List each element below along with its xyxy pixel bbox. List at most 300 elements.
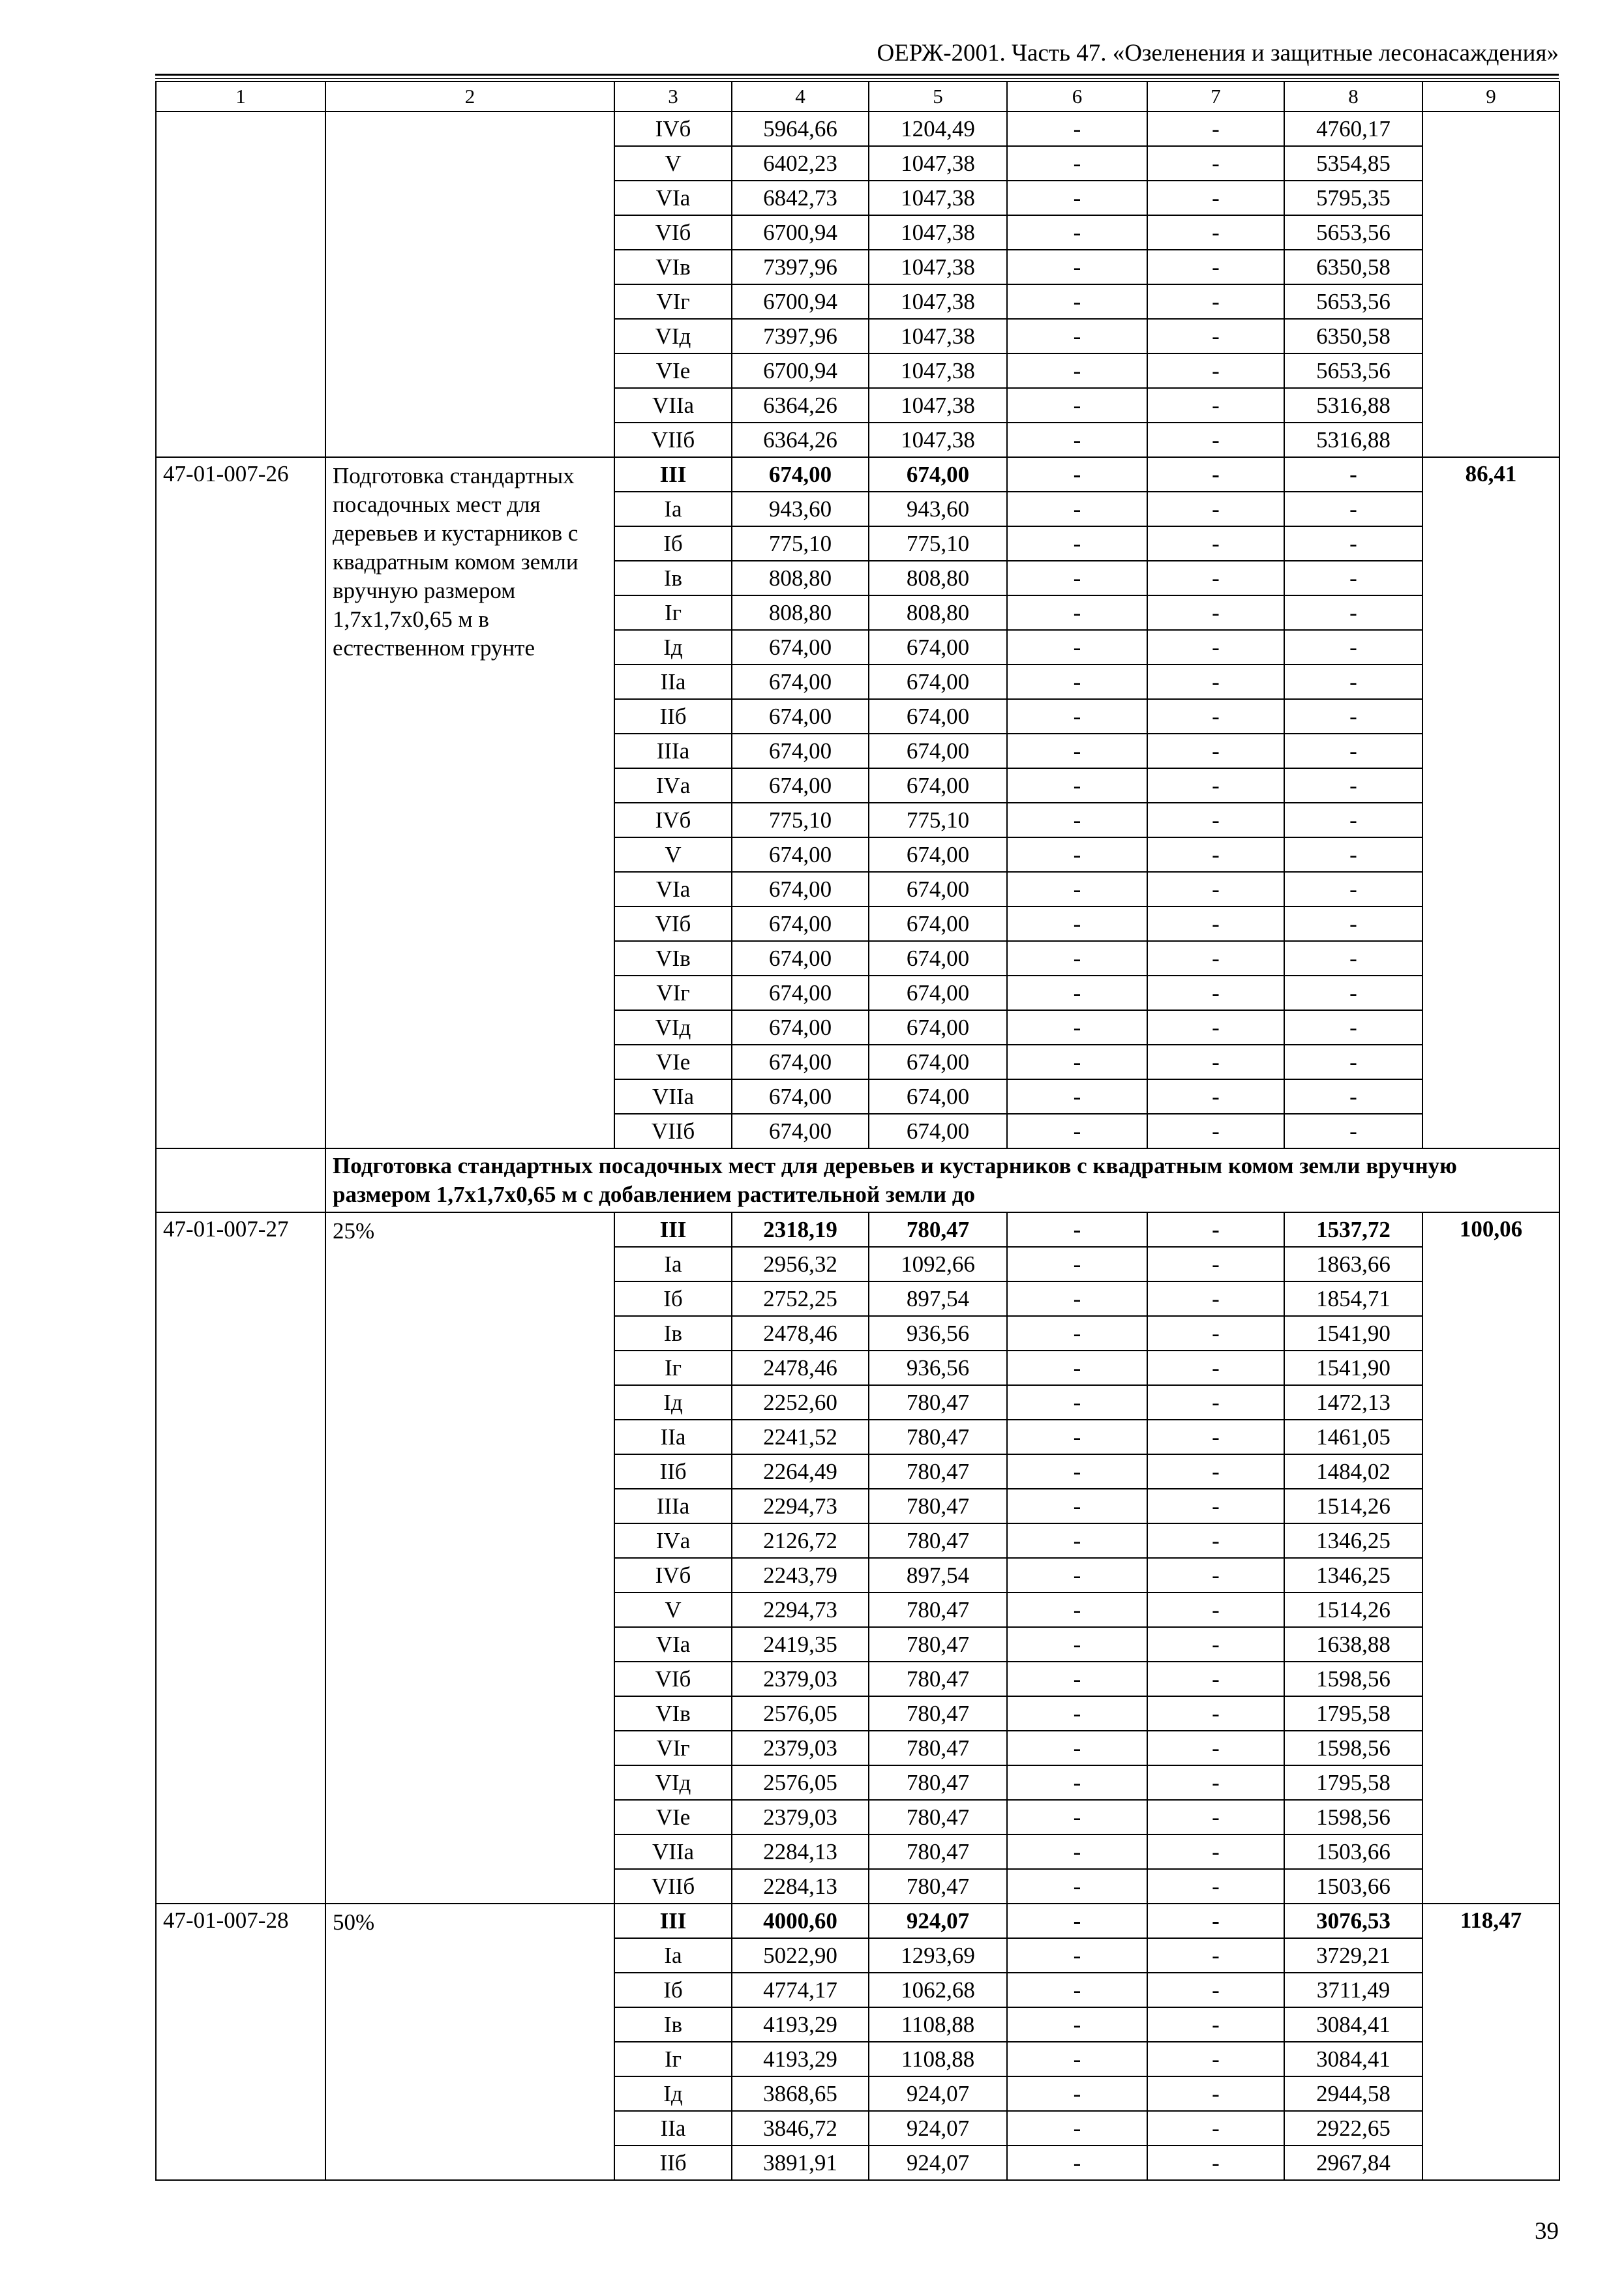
direct-costs: 2379,03 [732, 1800, 869, 1834]
operator-wages: - [1147, 146, 1284, 181]
materials: - [1284, 976, 1422, 1010]
region-zone: III [614, 457, 732, 492]
direct-costs: 5022,90 [732, 1938, 869, 1973]
region-zone: IVб [614, 1558, 732, 1593]
region-zone: Iб [614, 1973, 732, 2007]
operator-wages: - [1147, 1938, 1284, 1973]
materials: 5653,56 [1284, 215, 1422, 250]
direct-costs: 674,00 [732, 734, 869, 768]
operator-wages: - [1147, 215, 1284, 250]
machine-operation: - [1007, 976, 1147, 1010]
region-zone: IVа [614, 1523, 732, 1558]
operator-wages: - [1147, 1765, 1284, 1800]
labor-wages: 924,07 [869, 2146, 1007, 2180]
materials: 3076,53 [1284, 1904, 1422, 1938]
machine-operation: - [1007, 319, 1147, 353]
materials: 1514,26 [1284, 1489, 1422, 1523]
operator-wages: - [1147, 2042, 1284, 2076]
operator-wages: - [1147, 1212, 1284, 1247]
direct-costs: 2478,46 [732, 1351, 869, 1385]
labor-total: 86,41 [1422, 457, 1559, 1148]
machine-operation: - [1007, 181, 1147, 215]
labor-wages: 1047,38 [869, 215, 1007, 250]
operator-wages: - [1147, 1696, 1284, 1731]
operator-wages: - [1147, 1385, 1284, 1420]
labor-wages: 775,10 [869, 526, 1007, 561]
operator-wages: - [1147, 941, 1284, 976]
operator-wages: - [1147, 1593, 1284, 1627]
labor-wages: 1062,68 [869, 1973, 1007, 2007]
machine-operation: - [1007, 872, 1147, 906]
region-zone: Iг [614, 595, 732, 630]
column-number: 7 [1147, 82, 1284, 112]
page-header: ОЕРЖ-2001. Часть 47. «Озеленения и защитные лесонасаждения» [877, 40, 1559, 67]
direct-costs: 674,00 [732, 630, 869, 665]
operator-wages: - [1147, 1973, 1284, 2007]
region-zone: Iв [614, 561, 732, 595]
region-zone: IVб [614, 803, 732, 837]
labor-wages: 1047,38 [869, 181, 1007, 215]
labor-wages: 780,47 [869, 1662, 1007, 1696]
materials: - [1284, 1114, 1422, 1148]
labor-wages: 1047,38 [869, 250, 1007, 284]
direct-costs: 674,00 [732, 1079, 869, 1114]
rates-table [155, 81, 1560, 2181]
region-zone: Iа [614, 1247, 732, 1281]
region-zone: IIIа [614, 734, 732, 768]
materials: 3729,21 [1284, 1938, 1422, 1973]
materials: 1795,58 [1284, 1696, 1422, 1731]
region-zone: V [614, 837, 732, 872]
labor-wages: 674,00 [869, 457, 1007, 492]
direct-costs: 808,80 [732, 561, 869, 595]
machine-operation: - [1007, 1696, 1147, 1731]
labor-wages: 780,47 [869, 1834, 1007, 1869]
materials: - [1284, 1010, 1422, 1045]
machine-operation: - [1007, 768, 1147, 803]
materials: 3084,41 [1284, 2007, 1422, 2042]
labor-wages: 780,47 [869, 1627, 1007, 1662]
region-zone: Iа [614, 492, 732, 526]
region-zone: Iг [614, 1351, 732, 1385]
materials: 1598,56 [1284, 1731, 1422, 1765]
machine-operation: - [1007, 561, 1147, 595]
machine-operation: - [1007, 1904, 1147, 1938]
item-code: 47-01-007-26 [156, 457, 325, 1148]
region-zone: V [614, 146, 732, 181]
materials: 1514,26 [1284, 1593, 1422, 1627]
operator-wages: - [1147, 630, 1284, 665]
item-name: 25% [325, 1212, 614, 1904]
direct-costs: 674,00 [732, 837, 869, 872]
operator-wages: - [1147, 595, 1284, 630]
machine-operation: - [1007, 112, 1147, 146]
materials: 6350,58 [1284, 319, 1422, 353]
materials: - [1284, 803, 1422, 837]
direct-costs: 7397,96 [732, 319, 869, 353]
labor-wages: 1108,88 [869, 2007, 1007, 2042]
labor-wages: 780,47 [869, 1454, 1007, 1489]
operator-wages: - [1147, 1045, 1284, 1079]
operator-wages: - [1147, 526, 1284, 561]
operator-wages: - [1147, 976, 1284, 1010]
operator-wages: - [1147, 1420, 1284, 1454]
labor-wages: 674,00 [869, 872, 1007, 906]
direct-costs: 5964,66 [732, 112, 869, 146]
direct-costs: 2379,03 [732, 1662, 869, 1696]
labor-wages: 674,00 [869, 1079, 1007, 1114]
region-zone: VIб [614, 215, 732, 250]
machine-operation: - [1007, 1627, 1147, 1662]
materials: - [1284, 595, 1422, 630]
operator-wages: - [1147, 1523, 1284, 1558]
direct-costs: 674,00 [732, 457, 869, 492]
operator-wages: - [1147, 1316, 1284, 1351]
labor-wages: 924,07 [869, 2111, 1007, 2146]
region-zone: IVа [614, 768, 732, 803]
column-number: 3 [614, 82, 732, 112]
machine-operation: - [1007, 388, 1147, 423]
machine-operation: - [1007, 1114, 1147, 1148]
machine-operation: - [1007, 665, 1147, 699]
operator-wages: - [1147, 319, 1284, 353]
machine-operation: - [1007, 2076, 1147, 2111]
materials: - [1284, 457, 1422, 492]
item-code: 47-01-007-28 [156, 1904, 325, 2180]
operator-wages: - [1147, 2007, 1284, 2042]
labor-wages: 780,47 [869, 1420, 1007, 1454]
machine-operation: - [1007, 1420, 1147, 1454]
machine-operation: - [1007, 595, 1147, 630]
machine-operation: - [1007, 1973, 1147, 2007]
operator-wages: - [1147, 112, 1284, 146]
machine-operation: - [1007, 941, 1147, 976]
machine-operation: - [1007, 1938, 1147, 1973]
labor-wages: 780,47 [869, 1212, 1007, 1247]
region-zone: VIв [614, 1696, 732, 1731]
machine-operation: - [1007, 1281, 1147, 1316]
operator-wages: - [1147, 1010, 1284, 1045]
direct-costs: 6700,94 [732, 284, 869, 319]
machine-operation: - [1007, 215, 1147, 250]
column-number-row [156, 82, 1559, 112]
operator-wages: - [1147, 906, 1284, 941]
machine-operation: - [1007, 1454, 1147, 1489]
labor-wages: 1047,38 [869, 319, 1007, 353]
operator-wages: - [1147, 181, 1284, 215]
region-zone: IIб [614, 2146, 732, 2180]
labor-wages: 674,00 [869, 734, 1007, 768]
region-zone: Iв [614, 2007, 732, 2042]
labor-wages: 674,00 [869, 699, 1007, 734]
direct-costs: 674,00 [732, 872, 869, 906]
labor-wages: 897,54 [869, 1281, 1007, 1316]
materials: - [1284, 734, 1422, 768]
direct-costs: 3891,91 [732, 2146, 869, 2180]
labor-wages: 808,80 [869, 595, 1007, 630]
page-number: 39 [1535, 2218, 1559, 2245]
operator-wages: - [1147, 837, 1284, 872]
machine-operation: - [1007, 1869, 1147, 1904]
machine-operation: - [1007, 803, 1147, 837]
machine-operation: - [1007, 1731, 1147, 1765]
region-zone: IIб [614, 699, 732, 734]
materials: - [1284, 665, 1422, 699]
direct-costs: 2284,13 [732, 1869, 869, 1904]
labor-wages: 780,47 [869, 1593, 1007, 1627]
table-row [156, 1212, 1559, 1247]
labor-wages: 674,00 [869, 941, 1007, 976]
region-zone: IVб [614, 112, 732, 146]
direct-costs: 4193,29 [732, 2042, 869, 2076]
labor-wages: 775,10 [869, 803, 1007, 837]
materials: 3084,41 [1284, 2042, 1422, 2076]
materials: 2944,58 [1284, 2076, 1422, 2111]
column-number: 2 [325, 82, 614, 112]
direct-costs: 6364,26 [732, 388, 869, 423]
region-zone: III [614, 1212, 732, 1247]
region-zone: VIв [614, 250, 732, 284]
materials: - [1284, 630, 1422, 665]
labor-wages: 780,47 [869, 1800, 1007, 1834]
materials: - [1284, 526, 1422, 561]
operator-wages: - [1147, 1454, 1284, 1489]
column-number: 4 [732, 82, 869, 112]
direct-costs: 674,00 [732, 976, 869, 1010]
operator-wages: - [1147, 1800, 1284, 1834]
labor-wages: 897,54 [869, 1558, 1007, 1593]
labor-wages: 936,56 [869, 1316, 1007, 1351]
region-zone: VIIб [614, 423, 732, 457]
region-zone: VIIб [614, 1869, 732, 1904]
operator-wages: - [1147, 1079, 1284, 1114]
column-number: 9 [1422, 82, 1559, 112]
direct-costs: 2241,52 [732, 1420, 869, 1454]
header-rule [155, 74, 1559, 79]
operator-wages: - [1147, 1114, 1284, 1148]
direct-costs: 674,00 [732, 768, 869, 803]
operator-wages: - [1147, 353, 1284, 388]
region-zone: Iб [614, 526, 732, 561]
materials: 1541,90 [1284, 1316, 1422, 1351]
direct-costs: 2576,05 [732, 1696, 869, 1731]
machine-operation: - [1007, 2007, 1147, 2042]
region-zone: VIIа [614, 388, 732, 423]
direct-costs: 2318,19 [732, 1212, 869, 1247]
direct-costs: 775,10 [732, 526, 869, 561]
materials: 3711,49 [1284, 1973, 1422, 2007]
labor-wages: 1092,66 [869, 1247, 1007, 1281]
labor-wages: 674,00 [869, 976, 1007, 1010]
labor-wages: 780,47 [869, 1765, 1007, 1800]
region-zone: VIе [614, 1800, 732, 1834]
labor-wages: 1047,38 [869, 423, 1007, 457]
materials: - [1284, 906, 1422, 941]
column-number: 1 [156, 82, 325, 112]
region-zone: VIд [614, 1765, 732, 1800]
operator-wages: - [1147, 1662, 1284, 1696]
operator-wages: - [1147, 250, 1284, 284]
direct-costs: 2252,60 [732, 1385, 869, 1420]
direct-costs: 674,00 [732, 1114, 869, 1148]
materials: 1638,88 [1284, 1627, 1422, 1662]
materials: 5354,85 [1284, 146, 1422, 181]
item-name: Подготовка стандартных посадочных мест для деревьев и кустарников с квадратным комом земли вручную размером 1,7х1,7х0,65 м в естественном грунте [325, 457, 614, 1148]
direct-costs: 674,00 [732, 1045, 869, 1079]
region-zone: VIIа [614, 1834, 732, 1869]
direct-costs: 6700,94 [732, 215, 869, 250]
region-zone: IIIа [614, 1489, 732, 1523]
direct-costs: 7397,96 [732, 250, 869, 284]
machine-operation: - [1007, 526, 1147, 561]
region-zone: III [614, 1904, 732, 1938]
machine-operation: - [1007, 734, 1147, 768]
labor-wages: 1047,38 [869, 353, 1007, 388]
materials: 1461,05 [1284, 1420, 1422, 1454]
labor-wages: 780,47 [869, 1523, 1007, 1558]
region-zone: Iа [614, 1938, 732, 1973]
labor-wages: 674,00 [869, 768, 1007, 803]
region-zone: VIв [614, 941, 732, 976]
operator-wages: - [1147, 1247, 1284, 1281]
operator-wages: - [1147, 561, 1284, 595]
direct-costs: 775,10 [732, 803, 869, 837]
direct-costs: 4193,29 [732, 2007, 869, 2042]
labor-wages: 936,56 [869, 1351, 1007, 1385]
materials: 1346,25 [1284, 1558, 1422, 1593]
region-zone: VIе [614, 353, 732, 388]
machine-operation: - [1007, 1212, 1147, 1247]
machine-operation: - [1007, 1800, 1147, 1834]
direct-costs: 6364,26 [732, 423, 869, 457]
direct-costs: 3868,65 [732, 2076, 869, 2111]
direct-costs: 6842,73 [732, 181, 869, 215]
materials: 1503,66 [1284, 1834, 1422, 1869]
machine-operation: - [1007, 1010, 1147, 1045]
labor-wages: 924,07 [869, 2076, 1007, 2111]
operator-wages: - [1147, 1834, 1284, 1869]
machine-operation: - [1007, 1765, 1147, 1800]
operator-wages: - [1147, 492, 1284, 526]
direct-costs: 2752,25 [732, 1281, 869, 1316]
direct-costs: 674,00 [732, 665, 869, 699]
labor-wages: 1108,88 [869, 2042, 1007, 2076]
operator-wages: - [1147, 457, 1284, 492]
machine-operation: - [1007, 1523, 1147, 1558]
direct-costs: 6402,23 [732, 146, 869, 181]
machine-operation: - [1007, 1662, 1147, 1696]
machine-operation: - [1007, 1316, 1147, 1351]
region-zone: VIа [614, 181, 732, 215]
machine-operation: - [1007, 630, 1147, 665]
machine-operation: - [1007, 2111, 1147, 2146]
region-zone: VIа [614, 872, 732, 906]
materials: - [1284, 492, 1422, 526]
direct-costs: 2284,13 [732, 1834, 869, 1869]
direct-costs: 4774,17 [732, 1973, 869, 2007]
materials: 5316,88 [1284, 388, 1422, 423]
direct-costs: 2576,05 [732, 1765, 869, 1800]
materials: - [1284, 561, 1422, 595]
region-zone: Iд [614, 1385, 732, 1420]
labor-wages: 780,47 [869, 1385, 1007, 1420]
materials: - [1284, 699, 1422, 734]
machine-operation: - [1007, 492, 1147, 526]
operator-wages: - [1147, 734, 1284, 768]
operator-wages: - [1147, 423, 1284, 457]
operator-wages: - [1147, 1558, 1284, 1593]
operator-wages: - [1147, 284, 1284, 319]
labor-wages: 674,00 [869, 1045, 1007, 1079]
direct-costs: 808,80 [732, 595, 869, 630]
labor-wages: 1293,69 [869, 1938, 1007, 1973]
table-row [156, 1904, 1559, 1938]
operator-wages: - [1147, 2076, 1284, 2111]
labor-wages: 808,80 [869, 561, 1007, 595]
materials: 2922,65 [1284, 2111, 1422, 2146]
labor-wages: 1047,38 [869, 284, 1007, 319]
materials: 1472,13 [1284, 1385, 1422, 1420]
labor-wages: 674,00 [869, 906, 1007, 941]
direct-costs: 2379,03 [732, 1731, 869, 1765]
labor-wages: 674,00 [869, 1010, 1007, 1045]
direct-costs: 2478,46 [732, 1316, 869, 1351]
machine-operation: - [1007, 2042, 1147, 2076]
operator-wages: - [1147, 1869, 1284, 1904]
operator-wages: - [1147, 2146, 1284, 2180]
materials: - [1284, 1079, 1422, 1114]
materials: 2967,84 [1284, 2146, 1422, 2180]
machine-operation: - [1007, 906, 1147, 941]
machine-operation: - [1007, 250, 1147, 284]
machine-operation: - [1007, 2146, 1147, 2180]
machine-operation: - [1007, 1834, 1147, 1869]
operator-wages: - [1147, 768, 1284, 803]
operator-wages: - [1147, 699, 1284, 734]
item-name [325, 112, 614, 457]
labor-wages: 674,00 [869, 1114, 1007, 1148]
direct-costs: 2126,72 [732, 1523, 869, 1558]
direct-costs: 674,00 [732, 699, 869, 734]
column-number: 6 [1007, 82, 1147, 112]
labor-total: 100,06 [1422, 1212, 1559, 1904]
item-name: 50% [325, 1904, 614, 2180]
machine-operation: - [1007, 1351, 1147, 1385]
operator-wages: - [1147, 1904, 1284, 1938]
machine-operation: - [1007, 457, 1147, 492]
region-zone: VIб [614, 1662, 732, 1696]
operator-wages: - [1147, 1627, 1284, 1662]
materials: 1484,02 [1284, 1454, 1422, 1489]
region-zone: Iг [614, 2042, 732, 2076]
materials: 1795,58 [1284, 1765, 1422, 1800]
region-zone: Iв [614, 1316, 732, 1351]
direct-costs: 2243,79 [732, 1558, 869, 1593]
operator-wages: - [1147, 1731, 1284, 1765]
materials: - [1284, 837, 1422, 872]
region-zone: VIб [614, 906, 732, 941]
direct-costs: 3846,72 [732, 2111, 869, 2146]
materials: 1598,56 [1284, 1662, 1422, 1696]
labor-wages: 674,00 [869, 630, 1007, 665]
direct-costs: 2264,49 [732, 1454, 869, 1489]
machine-operation: - [1007, 1079, 1147, 1114]
materials: 6350,58 [1284, 250, 1422, 284]
operator-wages: - [1147, 1351, 1284, 1385]
region-zone: VIд [614, 319, 732, 353]
region-zone: VIд [614, 1010, 732, 1045]
region-zone: Iб [614, 1281, 732, 1316]
